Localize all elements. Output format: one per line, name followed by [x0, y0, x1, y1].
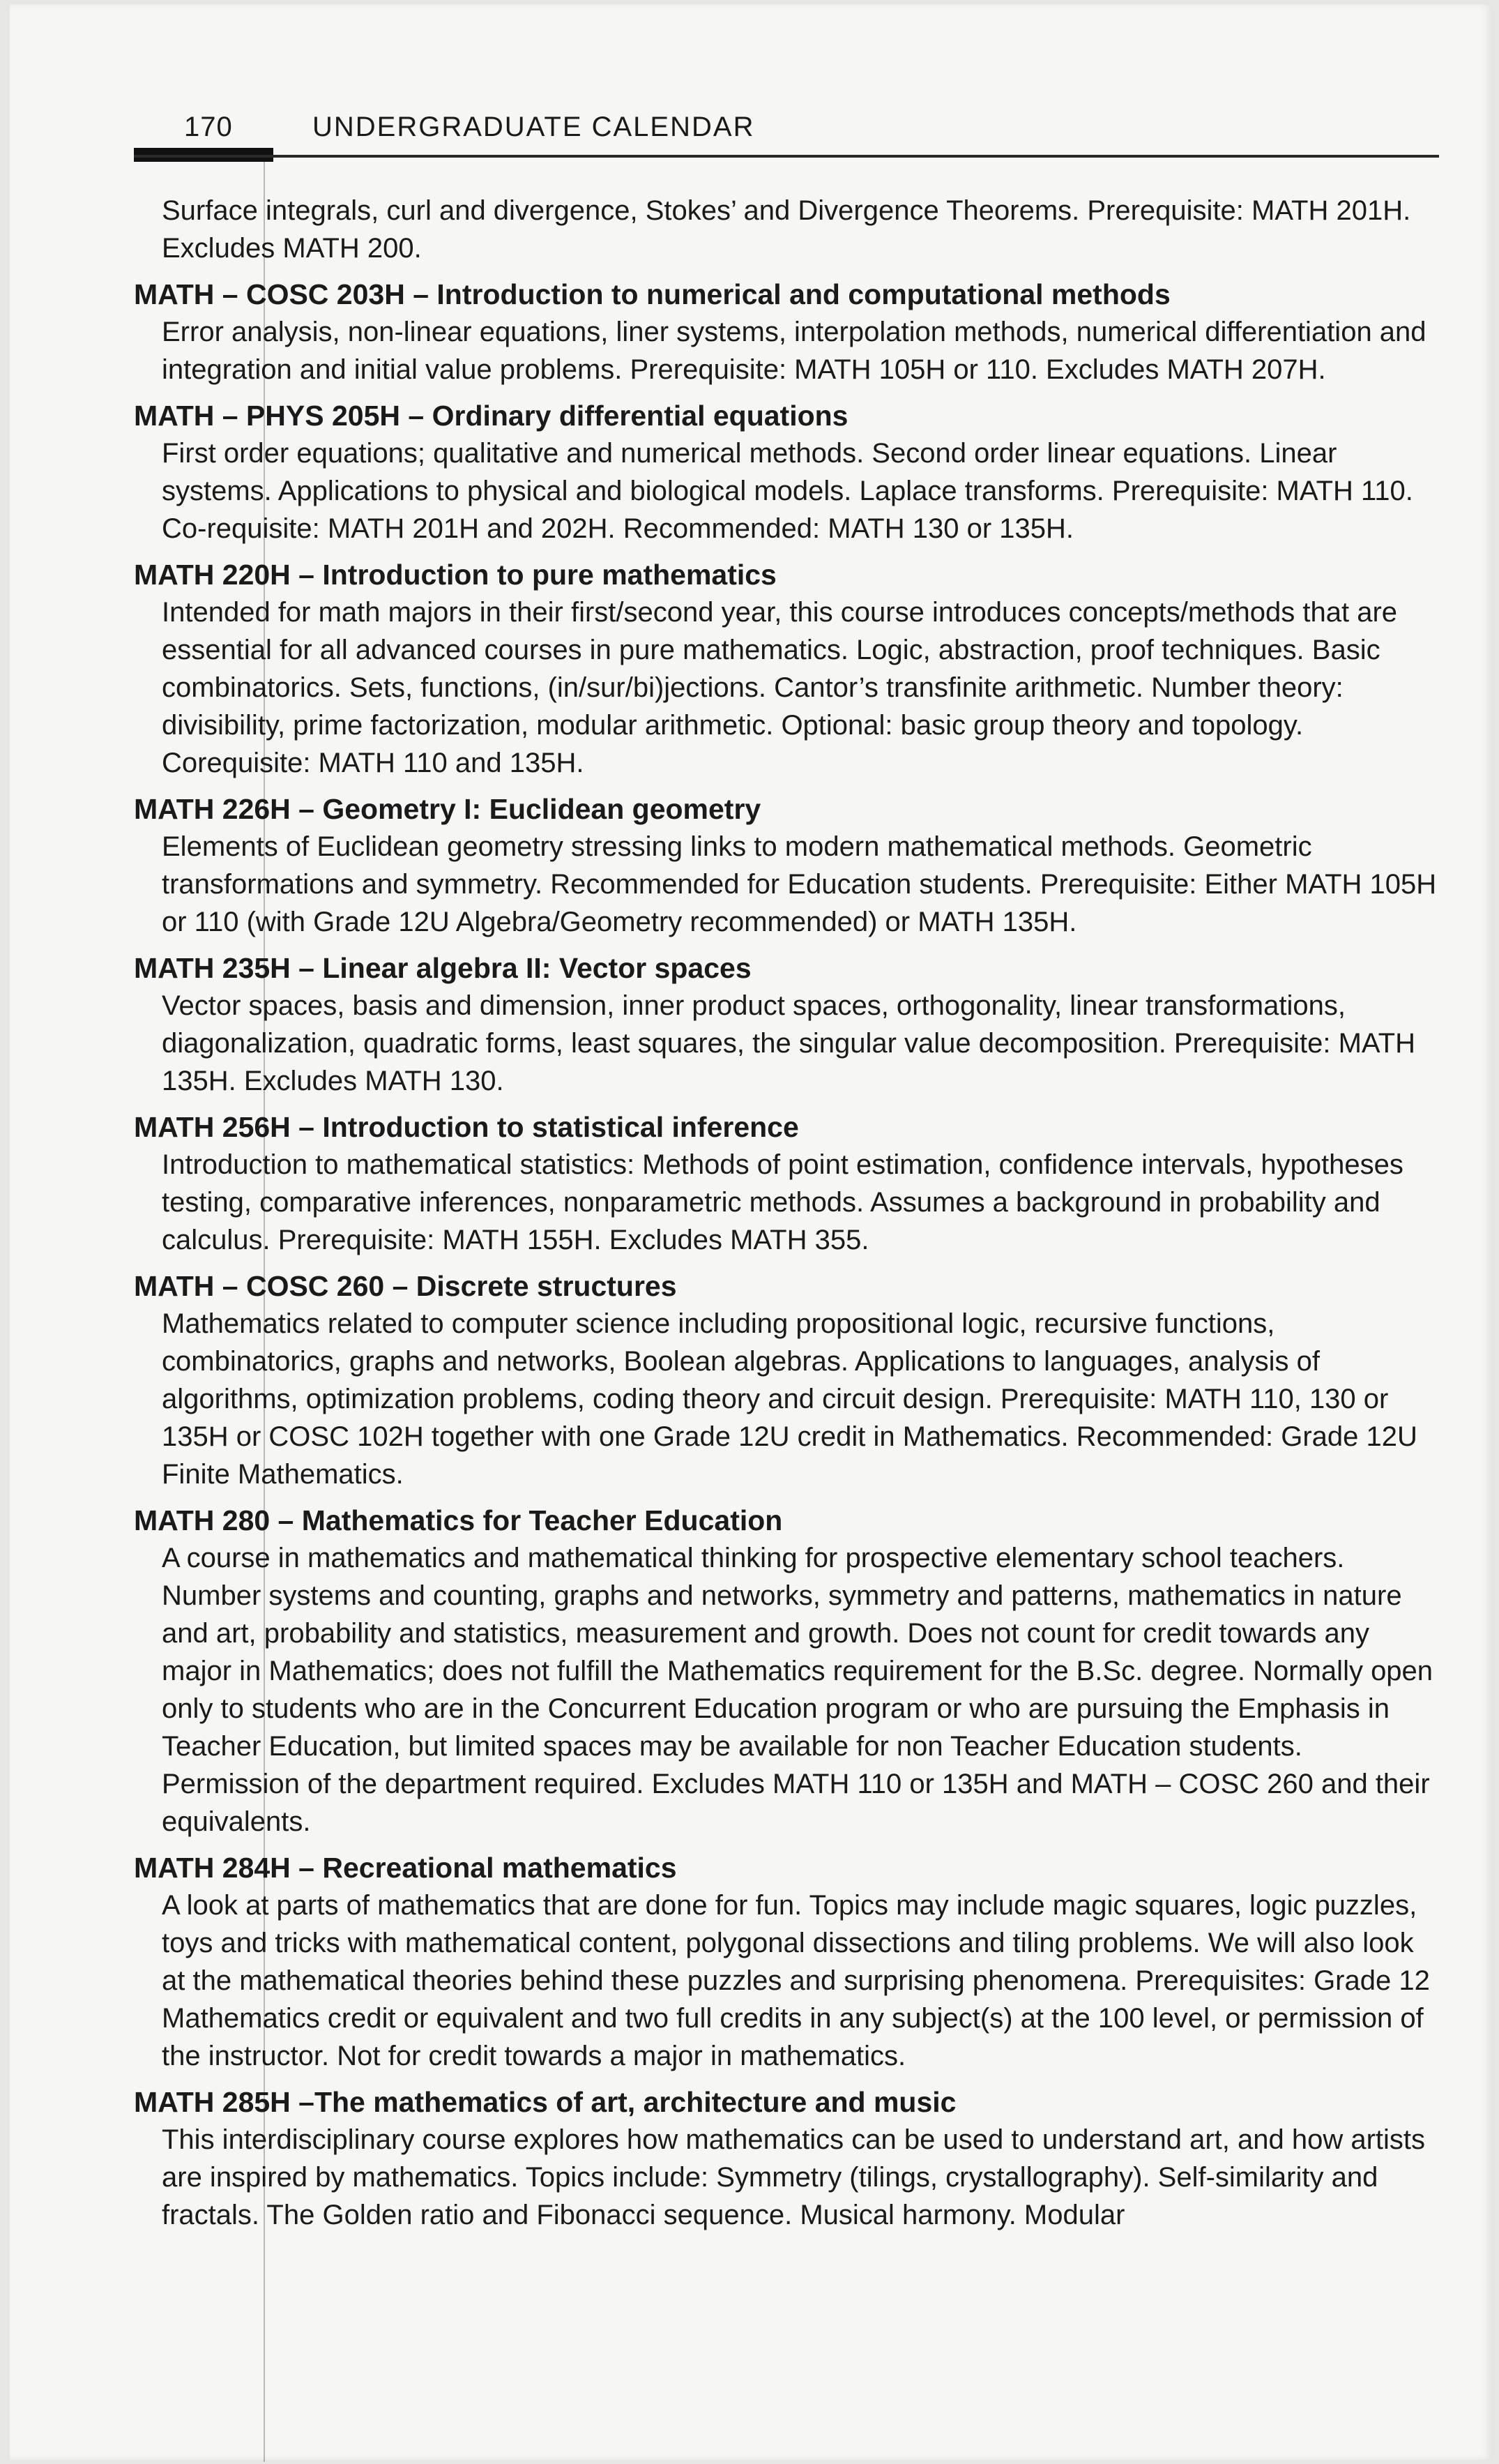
- course-entry: [134, 2083, 1445, 2234]
- course-entry: [134, 1108, 1445, 1259]
- course-description: Vector spaces, basis and dimension, inner product spaces, orthogonality, linear transformations, diagonalization, quadratic forms, least squares, the singular value decomposition. Prerequisite: MATH 135H. Excludes MATH 130.: [162, 990, 1415, 1096]
- course-entry: [134, 275, 1445, 388]
- header-rule: [134, 155, 1439, 158]
- course-description: This interdisciplinary course explores how mathematics can be used to understand art, and how artists are inspired by mathematics. Topics include: Symmetry (tilings, crystallography). Self-similarity and fractals. The Golden ratio and Fibonacci sequence. Musical harmony. Modular: [162, 2124, 1426, 2230]
- continued-description: Surface integrals, curl and divergence, Stokes’ and Divergence Theorems. Prerequisite: MATH 201H. Excludes MATH 200.: [162, 195, 1411, 264]
- course-entry: [134, 397, 1445, 547]
- course-title: MATH 280 – Mathematics for Teacher Education: [134, 1504, 783, 1536]
- course-title: MATH 256H – Introduction to statistical inference: [134, 1111, 799, 1143]
- course-description: Error analysis, non-linear equations, liner systems, interpolation methods, numerical differentiation and integration and initial value problems. Prerequisite: MATH 105H or 110. Excludes MATH 207H.: [162, 317, 1426, 385]
- course-description: Mathematics related to computer science including propositional logic, recursive functions, combinatorics, graphs and networks, Boolean algebras. Applications to languages, analysis of algorithms, optimization problems, coding theory and circuit design. Prerequisite: MATH 110, 130 or 135H or COSC 102H together with one Grade 12U credit in Mathematics. Recommended: Grade 12U Finite Mathematics.: [162, 1308, 1417, 1490]
- course-entry: [134, 949, 1445, 1100]
- running-title: UNDERGRADUATE CALENDAR: [312, 112, 755, 142]
- course-entry: [134, 1849, 1445, 2075]
- course-listing: [134, 192, 1445, 2242]
- page-number: 170: [184, 112, 233, 142]
- course-title: MATH 235H – Linear algebra II: Vector spaces: [134, 952, 752, 984]
- course-entry: [134, 1502, 1445, 1841]
- course-description: Introduction to mathematical statistics: Methods of point estimation, confidence intervals, hypotheses testing, comparative inferences, nonparametric methods. Assumes a background in probability and calculus. Prerequisite: MATH 155H. Excludes MATH 355.: [162, 1149, 1403, 1255]
- course-description: First order equations; qualitative and numerical methods. Second order linear equations. Linear systems. Applications to physical and biological models. Laplace transforms. Prerequisite: MATH 110. Co-requisite: MATH 201H and 202H. Recommended: MATH 130 or 135H.: [162, 438, 1413, 544]
- course-title: MATH – PHYS 205H – Ordinary differential equations: [134, 400, 849, 432]
- course-title: MATH 226H – Geometry I: Euclidean geometry: [134, 793, 761, 825]
- course-entry: [134, 790, 1445, 941]
- course-title: MATH – COSC 203H – Introduction to numerical and computational methods: [134, 278, 1171, 310]
- course-description: Intended for math majors in their first/second year, this course introduces concepts/methods that are essential for all advanced courses in pure mathematics. Logic, abstraction, proof techniques. Basic combinatorics. Sets, functions, (in/sur/bi)jections. Cantor’s transfinite arithmetic. Number theory: divisibility, prime factorization, modular arithmetic. Optional: basic group theory and topology. Corequisite: MATH 110 and 135H.: [162, 597, 1398, 778]
- course-title: MATH 220H – Introduction to pure mathematics: [134, 559, 777, 591]
- course-description: A look at parts of mathematics that are done for fun. Topics may include magic squares, logic puzzles, toys and tricks with mathematical content, polygonal dissections and tiling problems. We will also look at the mathematical theories behind these puzzles and surprising phenomena. Prerequisites: Grade 12 Mathematics credit or equivalent and two full credits in any subject(s) at the 100 level, or permission of the instructor. Not for credit towards a major in mathematics.: [162, 1890, 1430, 2071]
- course-entry: [134, 1267, 1445, 1493]
- course-title: MATH – COSC 260 – Discrete structures: [134, 1270, 677, 1302]
- course-description: Elements of Euclidean geometry stressing links to modern mathematical methods. Geometric transformations and symmetry. Recommended for Education students. Prerequisite: Either MATH 105H or 110 (with Grade 12U Algebra/Geometry recommended) or MATH 135H.: [162, 831, 1437, 937]
- course-title: MATH 284H – Recreational mathematics: [134, 1852, 677, 1884]
- course-description: A course in mathematics and mathematical thinking for prospective elementary school teachers. Number systems and counting, graphs and networks, symmetry and patterns, mathematics in nature and art, probability and statistics, measurement and growth. Does not count for credit towards any major in Mathematics; does not fulfill the Mathematics requirement for the B.Sc. degree. Normally open only to students who are in the Concurrent Education program or who are pursuing the Emphasis in Teacher Education, but limited spaces may be available for non Teacher Education students. Permission of the department required. Excludes MATH 110 or 135H and MATH – COSC 260 and their equivalents.: [162, 1543, 1433, 1837]
- course-entry: [134, 556, 1445, 782]
- course-title: MATH 285H –The mathematics of art, architecture and music: [134, 2086, 957, 2118]
